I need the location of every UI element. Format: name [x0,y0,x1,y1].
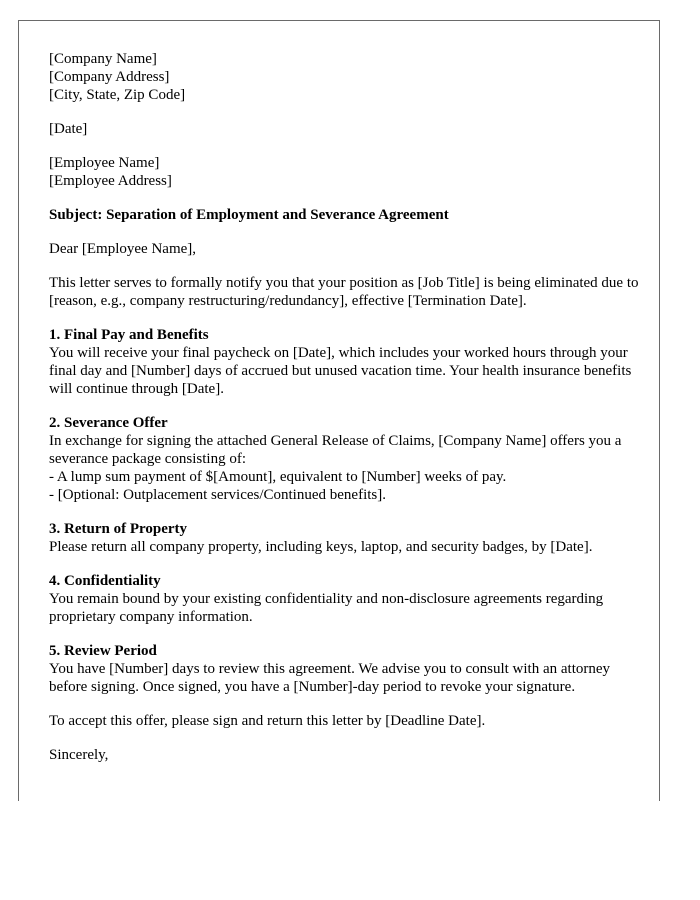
employee-address: [Employee Address] [49,173,172,189]
section-heading: 4. Confidentiality [49,573,161,589]
section-review-period [49,642,639,696]
section-body: Please return all company property, including keys, laptop, and security badges, by [Date]. [49,539,593,555]
section-return-of-property [49,520,639,556]
intro-paragraph: This letter serves to formally notify you that your position as [Job Title] is being eliminated due to [reason, e.g., company restructuring/redundancy], effective [Termination Date]. [49,275,639,309]
letter-page [18,20,660,801]
section-severance-offer [49,414,639,504]
section-body: You have [Number] days to review this agreement. We advise you to consult with an attorney before signing. Once signed, you have a [Number]-day period to revoke your signature. [49,661,611,695]
city-state-zip: [City, State, Zip Code] [49,87,186,103]
company-name: [Company Name] [49,51,157,67]
section-heading: 3. Return of Property [49,521,188,537]
section-body: You will receive your final paycheck on [Date], which includes your worked hours through your final day and [Number] days of accrued but unused vacation time. Your health insurance benefits will continue through [Date]. [49,345,632,397]
company-address: [Company Address] [49,69,170,85]
section-body: In exchange for signing the attached General Release of Claims, [Company Name] offers you a severance package consisting of: [49,433,622,467]
section-confidentiality [49,572,639,626]
recipient-block [49,154,639,190]
sign-off: Sincerely, [49,747,109,763]
letter-date: [Date] [49,121,88,137]
letter-content [49,50,639,764]
severance-bullet: - A lump sum payment of $[Amount], equivalent to [Number] weeks of pay. [49,469,507,485]
closing-instruction: To accept this offer, please sign and return this letter by [Deadline Date]. [49,713,486,729]
section-body: You remain bound by your existing confidentiality and non-disclosure agreements regarding proprietary company information. [49,591,604,625]
section-heading: 5. Review Period [49,643,157,659]
section-final-pay [49,326,639,398]
sender-block [49,50,639,104]
severance-bullet: - [Optional: Outplacement services/Continued benefits]. [49,487,386,503]
salutation: Dear [Employee Name], [49,241,197,257]
section-heading: 1. Final Pay and Benefits [49,327,209,343]
subject-line: Subject: Separation of Employment and Severance Agreement [49,207,449,223]
section-heading: 2. Severance Offer [49,415,168,431]
employee-name: [Employee Name] [49,155,160,171]
